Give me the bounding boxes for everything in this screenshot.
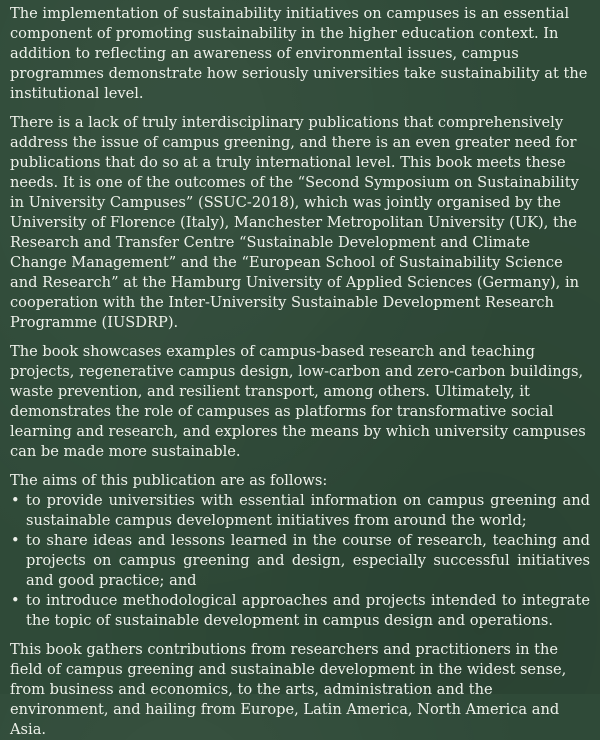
- aims-intro: The aims of this publication are as follows:: [10, 472, 328, 489]
- paragraph-symposium: There is a lack of truly interdisciplinary publications that comprehensively address the issue of campus greening, and there is an even greater need for publications that do so at a truly international level. This book meets these needs. It is one of the outcomes of the “Second Symposium on Sustainability in University Campuses” (SSUC-2018), which was jointly organised by the University of Florence (Italy), Manchester Metropolitan University (UK), the Research and Transfer Centre “Sustainable Development and Climate Change Management” and the “European School of Sustainability Science and Research” at the Hamburg University of Applied Sciences (Germany), in cooperation with the Inter-University Sustainable Development Research Programme (IUSDRP).: [10, 114, 580, 331]
- paragraph-closing: This book gathers contributions from researchers and practitioners in the field of campus greening and sustainable development in the widest sense, from business and economics, to the arts, administration and the environment, and hailing from Europe, Latin America, North America and Asia.: [10, 641, 567, 738]
- paragraph-showcase: The book showcases examples of campus-based research and teaching projects, regenerative campus design, low-carbon and zero-carbon buildings, waste prevention, and resilient transport, among others. Ultimately, it demonstrates the role of campuses as platforms for transformative social learning and research, and explores the means by which university campuses can be made more sustainable.: [10, 343, 586, 460]
- aims-list-item: [10, 491, 590, 531]
- bullet-icon: •: [11, 592, 20, 609]
- bullet-icon: •: [11, 492, 20, 509]
- aims-list-item: [10, 531, 590, 591]
- aims-item-text: to provide universities with essential information on campus greening and sustainable campus development initiatives from around the world;: [26, 492, 590, 529]
- aims-list-item: [10, 591, 590, 631]
- bullet-icon: •: [11, 532, 20, 549]
- aims-list: [10, 491, 590, 631]
- paragraph-intro: The implementation of sustainability initiatives on campuses is an essential component of promoting sustainability in the higher education context. In addition to reflecting an awareness of environmental issues, campus programmes demonstrate how seriously universities take sustainability at the institutional level.: [10, 5, 588, 102]
- aims-item-text: to introduce methodological approaches and projects intended to integrate the topic of sustainable development in campus design and operations.: [26, 592, 590, 629]
- aims-item-text: to share ideas and lessons learned in the course of research, teaching and projects on campus greening and design, especially successful initiatives and good practice; and: [26, 532, 590, 589]
